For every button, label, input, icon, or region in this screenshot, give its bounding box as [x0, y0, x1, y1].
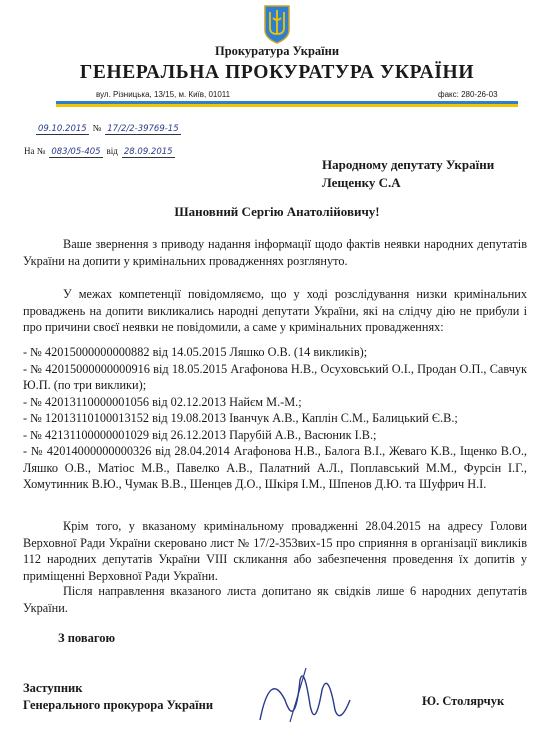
recipient-name: Лещенку С.А	[322, 175, 401, 190]
reference-from-label: від	[106, 146, 118, 156]
org-fax: факс: 280-26-03	[438, 90, 498, 99]
case-list-item: - № 42013110000001056 від 02.12.2013 Найєм М.-М.;	[23, 394, 302, 409]
registration-line	[36, 118, 181, 136]
signer-position	[23, 680, 213, 714]
registration-number: 17/2/2-39769-15	[107, 124, 179, 134]
case-list-item: - № 42015000000000916 від 18.05.2015 Агафонова Н.В., Осуховський О.І., Продан О.П., Савчук Ю.П. (по три виклики);	[23, 361, 527, 392]
reference-number: 083/05-405	[51, 147, 101, 157]
case-list	[23, 344, 527, 493]
flag-rule-yellow	[56, 104, 518, 107]
case-list-item: - № 12013110100013152 від 19.08.2013 Іванчук А.В., Каплін С.М., Балицький Є.В.;	[23, 411, 458, 425]
org-name-title: ГЕНЕРАЛЬНА ПРОКУРАТУРА УКРАЇНИ	[79, 62, 475, 83]
org-address: вул. Різницька, 13/15, м. Київ, 01011	[96, 90, 231, 99]
body-paragraph-4: Після направлення вказаного листа допитано як свідків лише 6 народних депутатів України.	[23, 584, 527, 615]
case-list-item: - № 42131100000001029 від 26.12.2013 Парубій А.В., Васюник І.В.;	[23, 427, 377, 442]
case-list-item: - № 42014000000000326 від 28.04.2014 Агафонова Н.В., Балога В.І., Жеваго К.В., Іщенко В.О., Ляшко О.В., Матіос М.В., Павелко А.В., Палатний А.Л., Поплавський М.М., Фурсін І.Г., Хомутинник В.Ю., Чумак В.В., Шенцев Д.О., Шкіря І.М., Шпенов Д.Ю. та Шуфрич Н.І.	[23, 444, 527, 491]
salutation: Шановний Сергію Анатолійовичу!	[174, 204, 380, 219]
body-paragraph-2: У межах компетенції повідомляємо, що у ході розслідування низки кримінальних проваджень на допити викликались народні депутати України, які на слідчу дію не прибули і про причини своєї неявки не повідомили, а саме у кримінальних провадженнях:	[23, 287, 527, 334]
trident-emblem-icon	[263, 4, 291, 44]
body-paragraph-3: Крім того, у вказаному кримінальному провадженні 28.04.2015 на адресу Голови Верховної Ради України скеровано лист № 17/2-353вих-15 про сприяння в організації викликів 112 народних депутатів України VIII скликання або забезпечення проведення їх допитів у приміщенні Верховної Ради України.	[23, 519, 527, 583]
reference-line	[24, 141, 175, 159]
reference-label: На №	[24, 146, 46, 156]
recipient-title: Народному депутату України	[322, 157, 495, 172]
signer-position-line1: Заступник	[23, 681, 83, 695]
closing-regards: З повагою	[58, 631, 116, 645]
recipient-block	[322, 156, 494, 192]
registration-date: 09.10.2015	[38, 124, 87, 134]
body-paragraph-1: Ваше звернення з приводу надання інформації щодо фактів неявки народних депутатів України на допити у кримінальних провадженнях розглянуто.	[23, 237, 527, 268]
signer-position-line2: Генерального прокурора України	[23, 698, 214, 712]
registration-number-label: №	[92, 123, 102, 133]
reference-date: 28.09.2015	[123, 147, 173, 157]
handwritten-signature-icon	[240, 660, 360, 735]
signer-name: Ю. Столярчук	[422, 694, 505, 708]
case-list-item: - № 42015000000000882 від 14.05.2015 Ляшко О.В. (14 викликів);	[23, 345, 368, 359]
org-name-small: Прокуратура України	[214, 44, 340, 58]
